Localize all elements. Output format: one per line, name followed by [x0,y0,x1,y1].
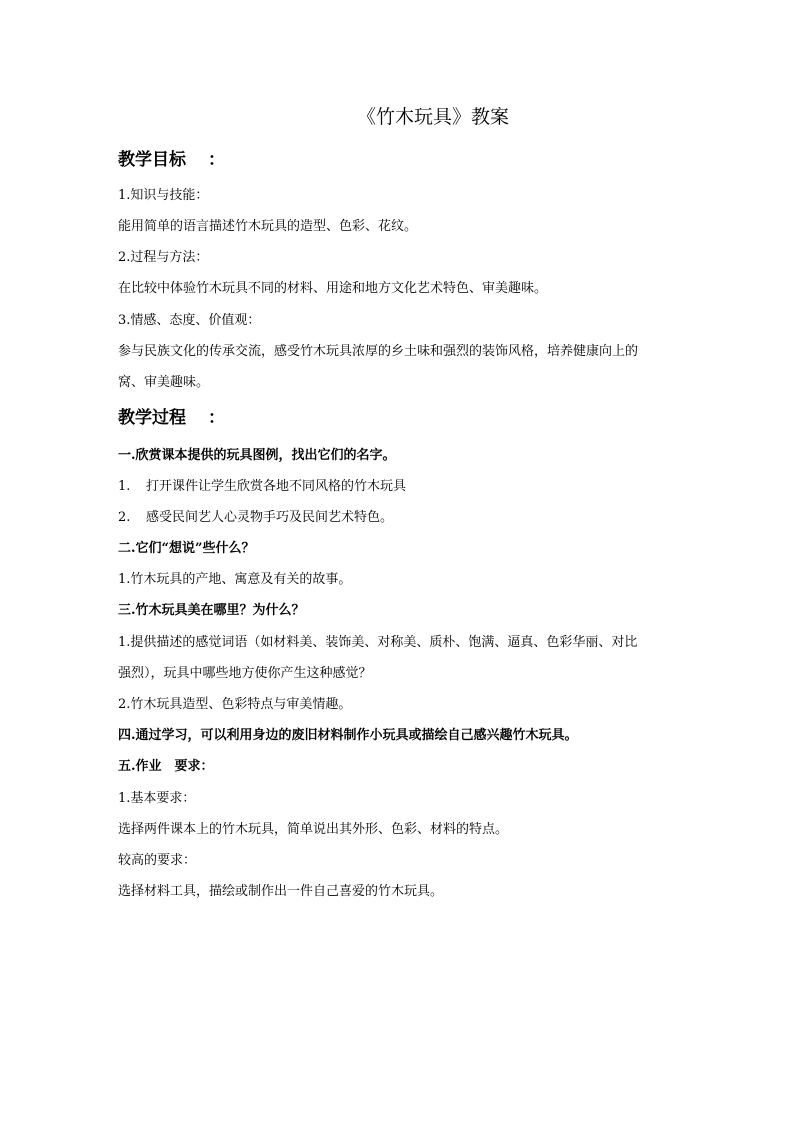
section-heading: 五.作业 要求： [118,759,214,774]
objective-line: 2.过程与方法： [118,250,209,265]
process-heading-colon: ： [208,408,225,428]
objective-line: 窝、审美趣味。 [118,375,210,390]
objective-line: 能用简单的语言描述竹木玩具的造型、色彩、花纹。 [118,219,418,234]
objective-line: 参与民族文化的传承交流，感受竹木玩具浓厚的乡土味和强烈的装饰风格，培养健康向上的 [118,344,639,359]
section-heading: 一.欣赏课本提供的玩具图例，找出它们的名字。 [118,448,396,463]
item-number: 1. [118,479,131,494]
objectives-heading-text: 教学目标 [118,150,186,170]
homework-line: 选择两件课本上的竹木玩具，简单说出其外形、色彩、材料的特点。 [118,822,509,837]
numbered-item [118,477,704,497]
section-heading: 四.通过学习，可以利用身边的废旧材料制作小玩具或描绘自己感兴趣竹木玩具。 [118,728,578,743]
homework-line: 选择材料工具，描绘或制作出一件自己喜爱的竹木玩具。 [118,884,444,899]
objectives-heading-colon: ： [208,150,225,170]
item-number: 2. [118,510,131,525]
objective-line: 1.知识与技能： [118,188,209,203]
homework-line: 1.基本要求： [118,791,196,806]
process-heading [118,406,704,430]
numbered-item [118,508,704,528]
item-text: 感受民间艺人心灵物手巧及民间艺术特色。 [146,510,394,525]
homework-line: 较高的要求： [118,853,197,868]
body-line: 强烈），玩具中哪些地方使你产生这种感觉？ [118,666,372,681]
process-heading-text: 教学过程 [118,408,186,428]
item-text: 打开课件让学生欣赏各地不同风格的竹木玩具 [146,479,407,494]
body-line: 1.提供描述的感觉词语（如材料美、装饰美、对称美、质朴、饱满、逼真、色彩华丽、对比 [118,635,638,650]
objective-line: 3.情感、态度、价值观： [118,313,261,328]
objectives-heading [118,148,704,172]
body-line: 1.竹木玩具的产地、寓意及有关的故事。 [118,572,352,587]
document-title: 《竹木玩具》教案 [356,106,509,128]
body-line: 2.竹木玩具造型、色彩特点与审美情趣。 [118,697,352,712]
objective-line: 在比较中体验竹木玩具不同的材料、用途和地方文化艺术特色、审美趣味。 [118,281,548,296]
section-heading: 二.它们“想说”些什么？ [118,541,255,556]
section-heading: 三.竹木玩具美在哪里？为什么？ [118,603,305,618]
